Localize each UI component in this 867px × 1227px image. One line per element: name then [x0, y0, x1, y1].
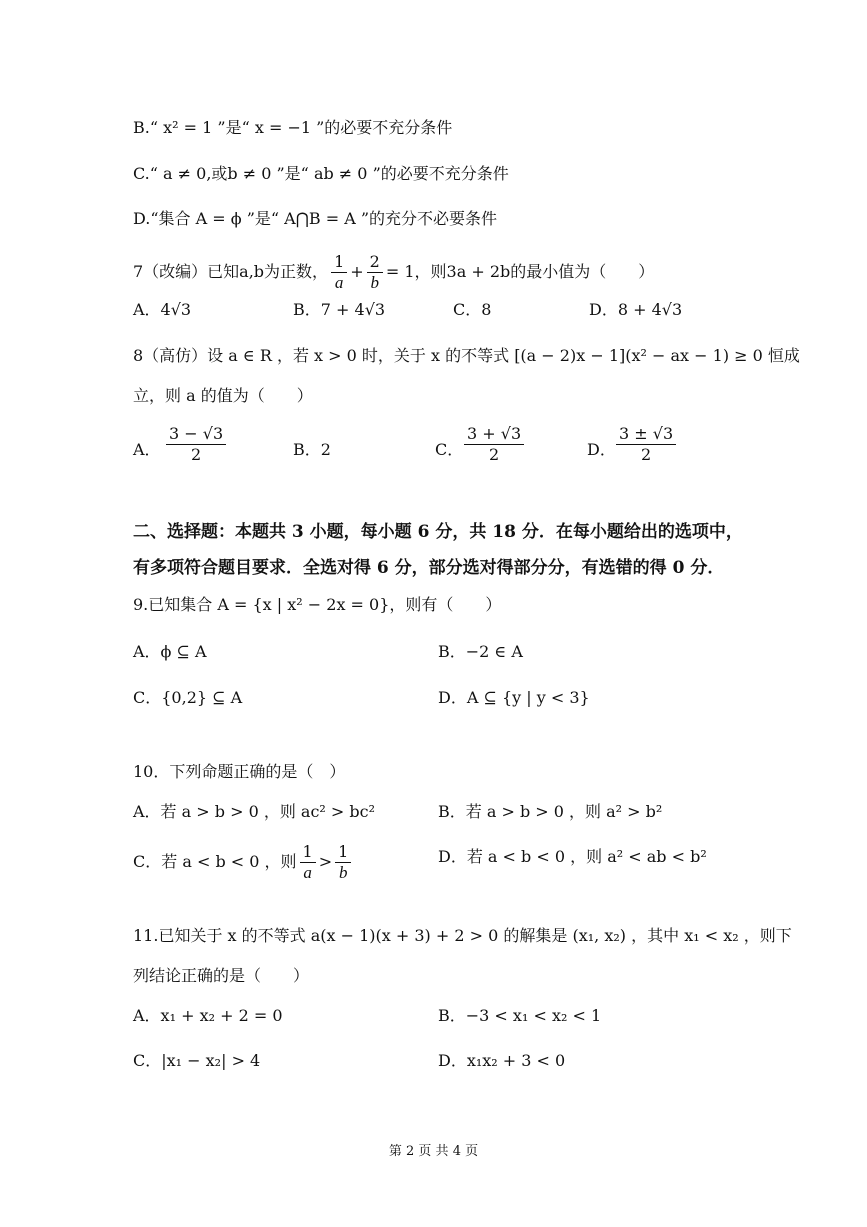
q7-frac2-numerator: 2	[367, 252, 383, 273]
q11-option-a: A．x₁ + x₂ + 2 = 0	[133, 1006, 283, 1025]
q9-option-a: A．ϕ ⊆ A	[133, 642, 207, 661]
q9-option-d: D．A ⊆ {y | y < 3}	[438, 688, 590, 707]
q8-stem-line1: 8（高仿）设 a ∈ R ，若 x > 0 时，关于 x 的不等式 [(a − 2)x − 1](x² − ax − 1) ≥ 0 恒成	[133, 346, 800, 365]
q7-option-c: C．8	[453, 300, 492, 319]
q8-option-c-denominator: 2	[488, 445, 500, 464]
q6-option-b: B.“ x² = 1 ”是“ x = −1 ”的必要不充分条件	[133, 118, 453, 137]
q7-stem-suffix: = 1，则3a + 2b的最小值为（ ）	[385, 262, 655, 281]
q8-option-c-numerator: 3 + √3	[464, 424, 524, 445]
q8-options	[133, 424, 693, 472]
q8-option-d-label: D．	[587, 440, 616, 459]
q6-option-d: D.“集合 A = ϕ ”是“ A⋂B = A ”的充分不必要条件	[133, 209, 498, 228]
q8-option-c-fraction	[464, 424, 524, 465]
q8-option-a-fraction	[166, 424, 226, 465]
q10-option-d: D．若 a < b < 0 ，则 a² < ab < b²	[438, 847, 707, 866]
q7-option-d: D．8 + 4√3	[589, 300, 683, 319]
q8-option-a-denominator: 2	[190, 445, 202, 464]
q7-frac1-numerator: 1	[331, 252, 347, 273]
section-2-heading-line2: 有多项符合题目要求．全选对得 6 分，部分选对得部分分，有选错的得 0 分．	[133, 558, 725, 578]
q7-stem	[133, 252, 654, 293]
q10-fraction-1	[300, 842, 316, 883]
q9-option-b: B．−2 ∈ A	[438, 642, 523, 661]
section-2-heading-line1: 二、选择题：本题共 3 小题，每小题 6 分，共 18 分．在每小题给出的选项中，	[133, 522, 743, 542]
q10-frac1-denominator: a	[303, 863, 312, 882]
q11-option-d: D．x₁x₂ + 3 < 0	[438, 1051, 566, 1070]
q9-stem: 9.已知集合 A = {x | x² − 2x = 0}，则有（ ）	[133, 595, 502, 614]
q7-option-b: B．7 + 4√3	[293, 300, 386, 319]
page-footer: 第 2 页 共 4 页	[388, 1144, 479, 1159]
q10-option-c	[133, 842, 354, 883]
q7-options	[133, 298, 693, 322]
q11-stem-line2: 列结论正确的是（ ）	[133, 966, 310, 985]
q10-frac2-numerator: 1	[335, 842, 351, 863]
q10-frac2-denominator: b	[338, 863, 348, 882]
q11-option-b: B．−3 < x₁ < x₂ < 1	[438, 1006, 602, 1025]
q11-option-c: C．|x₁ − x₂| > 4	[133, 1051, 261, 1070]
q8-option-a-numerator: 3 − √3	[166, 424, 226, 445]
q9-option-c: C．{0,2} ⊆ A	[133, 688, 243, 707]
q6-option-c: C.“ a ≠ 0,或b ≠ 0 ”是“ ab ≠ 0 ”的必要不充分条件	[133, 164, 509, 183]
q8-stem-line2: 立，则 a 的值为（ ）	[133, 386, 313, 405]
q8-option-d-denominator: 2	[640, 445, 652, 464]
q10-option-c-prefix: C．若 a < b < 0 ，则	[133, 852, 297, 871]
q10-gt: >	[318, 852, 333, 871]
q10-fraction-2	[335, 842, 351, 883]
q10-frac1-numerator: 1	[300, 842, 316, 863]
q8-option-a-label: A．	[133, 440, 161, 459]
q7-stem-prefix: 7（改编）已知a,b为正数，	[133, 262, 329, 281]
q8-option-d-fraction	[616, 424, 676, 465]
q8-option-b: B．2	[293, 440, 331, 459]
q8-option-c-label: C．	[435, 440, 464, 459]
q10-option-a: A．若 a > b > 0 ，则 ac² > bc²	[133, 802, 376, 821]
q7-frac1-denominator: a	[334, 273, 344, 292]
q7-frac2-denominator: b	[370, 273, 379, 292]
q7-plus: +	[350, 262, 364, 281]
q7-option-a: A．4√3	[133, 300, 192, 319]
q7-fraction-1	[331, 252, 347, 293]
q10-stem: 10．下列命题正确的是（ ）	[133, 762, 346, 781]
q7-fraction-2	[367, 252, 383, 293]
q10-option-b: B．若 a > b > 0 ，则 a² > b²	[438, 802, 663, 821]
q11-stem-line1: 11.已知关于 x 的不等式 a(x − 1)(x + 3) + 2 > 0 的解集是 (x₁, x₂) ，其中 x₁ < x₂ ，则下	[133, 926, 792, 945]
q8-option-d-numerator: 3 ± √3	[616, 424, 676, 445]
